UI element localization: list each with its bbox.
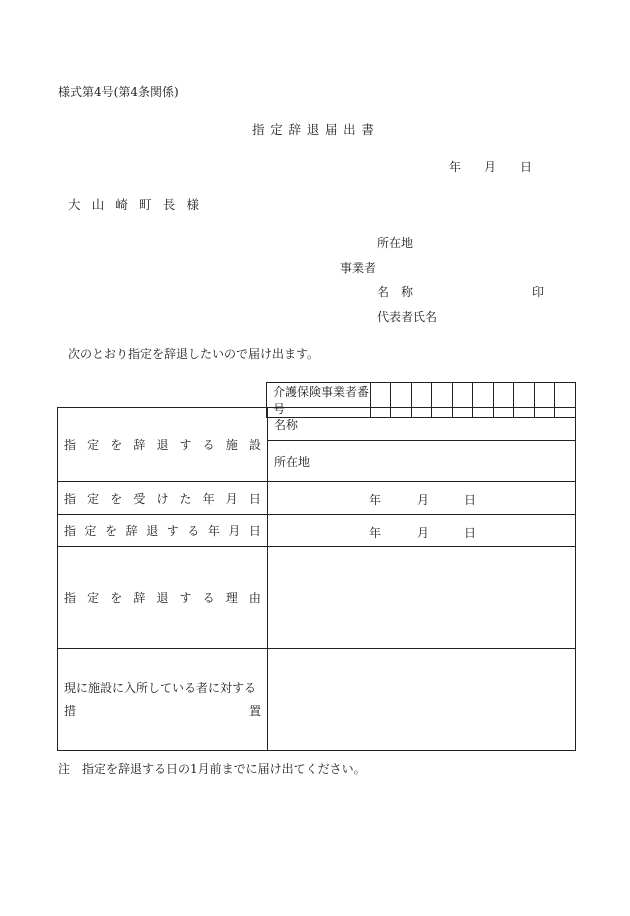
intro-text: 次のとおり指定を辞退したいので届け出ます。: [68, 347, 320, 361]
applicant-name-label: 名 称: [377, 285, 414, 299]
business-number-label: 介護保険事業者番号: [267, 383, 371, 418]
received-date-label-cell: [58, 482, 268, 515]
facility-address-label: 所在地: [274, 454, 311, 469]
measures-field[interactable]: [268, 649, 576, 751]
withdraw-date-label: 指 定 を 辞 退 す る 年 月 日: [64, 524, 261, 538]
form-number: 様式第4号(第4条関係): [58, 85, 179, 99]
applicant-address-label: 所在地: [377, 236, 414, 250]
applicant-representative-label: 代表者氏名: [377, 310, 438, 324]
received-month-label: 月: [417, 493, 430, 507]
date-day-label: 日: [520, 160, 533, 174]
facility-label: 指 定 を 辞 退 す る 施 設: [64, 438, 261, 452]
withdraw-month-label: 月: [417, 525, 430, 540]
reason-label-cell: [58, 547, 268, 649]
facility-name-field[interactable]: [268, 408, 576, 441]
footnote: 注 指定を辞退する日の1月前までに届け出てください。: [58, 762, 366, 776]
applicant-business-label: 事業者: [340, 261, 377, 275]
facility-name-label: 名称: [274, 417, 299, 432]
reason-field[interactable]: [268, 547, 576, 649]
measures-label-line1: 現に施設に入所している者に対する: [64, 680, 257, 695]
addressee: 大 山 崎 町 長 様: [68, 197, 199, 212]
received-date-field[interactable]: [268, 482, 576, 515]
date-year-label: 年: [449, 160, 462, 174]
seal-label: 印: [532, 285, 545, 299]
measures-label-cell: [58, 649, 268, 751]
reason-label: 指 定 を 辞 退 す る 理 由: [64, 591, 261, 605]
measures-label-line2: 措 置: [64, 703, 261, 718]
withdraw-year-label: 年: [369, 525, 382, 540]
document-title: 指 定 辞 退 届 出 書: [252, 122, 374, 137]
withdraw-day-label: 日: [464, 525, 477, 540]
received-date-label: 指 定 を 受 け た 年 月 日: [64, 491, 261, 506]
facility-label-cell: [58, 408, 268, 482]
withdraw-date-label-cell: [58, 515, 268, 547]
date-month-label: 月: [484, 160, 497, 174]
facility-address-field[interactable]: [268, 441, 576, 482]
received-day-label: 日: [464, 493, 477, 507]
withdraw-date-field[interactable]: [268, 515, 576, 547]
received-year-label: 年: [369, 493, 382, 507]
withdrawal-table: [57, 407, 576, 751]
